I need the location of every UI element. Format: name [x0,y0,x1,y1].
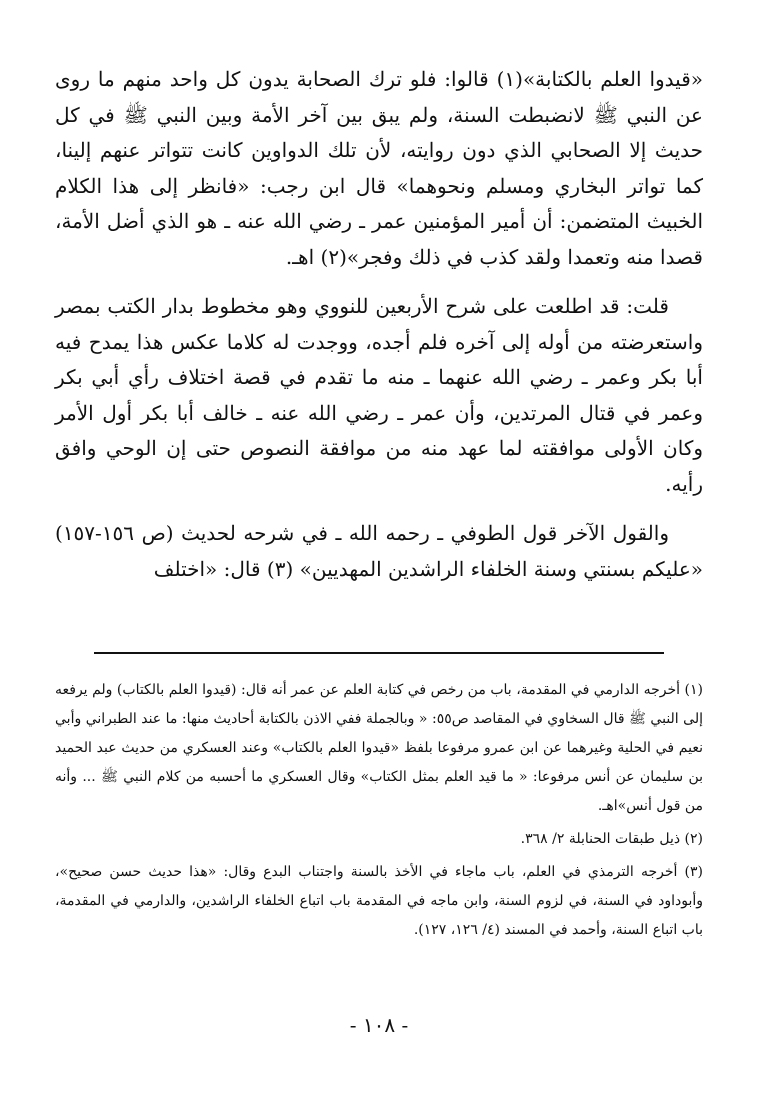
page-number: - ١٠٨ - [349,1013,409,1037]
footnote-2: (٢) ذيل طبقات الحنابلة ٢/ ٣٦٨. [520,831,703,847]
paragraph-2: قلت: قد اطلعت على شرح الأربعين للنووي وهو مخطوط بدار الكتب بمصر واستعرضته من أوله إلى آخره فلم أجده، ووجدت له كلاما عكس هذا يمدح فيه أبا بكر وعمر ـ رضي الله عنهما ـ منه ما تقدم في قصة اختلاف رأي أبي بكر وعمر في قتال المرتدين، وأن عمر ـ رضي الله عنه ـ خالف أبا بكر أول الأمر وكان الأولى موافقته لما عهد منه من موافقة النصوص حتى إن الوحي وافق رأيه. [55,294,703,496]
footnote-separator [94,652,664,654]
footnote-3: (٣) أخرجه الترمذي في العلم، باب ماجاء في الأخذ بالسنة واجتناب البدع وقال: «هذا حديث حسن صحيح»، وأبوداود في السنة، في لزوم السنة، وابن ماجه في المقدمة باب اتباع الخلفاء الراشدين، والدارمي في المقدمة، باب اتباع السنة، وأحمد في المسند (٤/ ١٢٦، ١٢٧). [55,864,703,938]
footnotes [55,676,703,945]
paragraph-3: والقول الآخر قول الطوفي ـ رحمه الله ـ في شرحه لحديث (ص ١٥٦-١٥٧) «عليكم بسنتي وسنة الخلفاء الراشدين المهديين» (٣) قال: «اختلف [55,521,703,581]
paragraph-1: «قيدوا العلم بالكتابة»(١) قالوا: فلو ترك الصحابة يدون كل واحد منهم ما روى عن النبي ﷺ لانضبطت السنة، ولم يبق بين آخر الأمة وبين النبي ﷺ في كل حديث إلا الصحابي الذي دون روايته، لأن تلك الدواوين كانت تتواتر عنهم إلينا، كما تواتر البخاري ومسلم ونحوهما» قال ابن رجب: «فانظر إلى هذا الكلام الخبيث المتضمن: أن أمير المؤمنين عمر ـ رضي الله عنه ـ هو الذي أضل الأمة، قصدا منه وتعمدا ولقد كذب في ذلك وفجر»(٢) اهـ. [55,67,703,269]
footnote-1: (١) أخرجه الدارمي في المقدمة، باب من رخص في كتابة العلم عن عمر أنه قال: (قيدوا العلم بالكتاب) ولم يرفعه إلى النبي ﷺ قال السخاوي في المقاصد ص٥٥: « وبالجملة ففي الاذن بالكتابة أحاديث منها: ما عند الطبراني وأبي نعيم في الحلية وغيرهما عن ابن عمرو مرفوعا بلفظ «قيدوا العلم بالكتاب» وعند العسكري من حديث عبد الحميد بن سليمان عن أنس مرفوعا: « ما قيد العلم بمثل الكتاب» وقال العسكري ما أحسبه من كلام النبي ﷺ ... وأنه من قول أنس»اهـ. [55,682,703,814]
main-text [55,62,703,587]
